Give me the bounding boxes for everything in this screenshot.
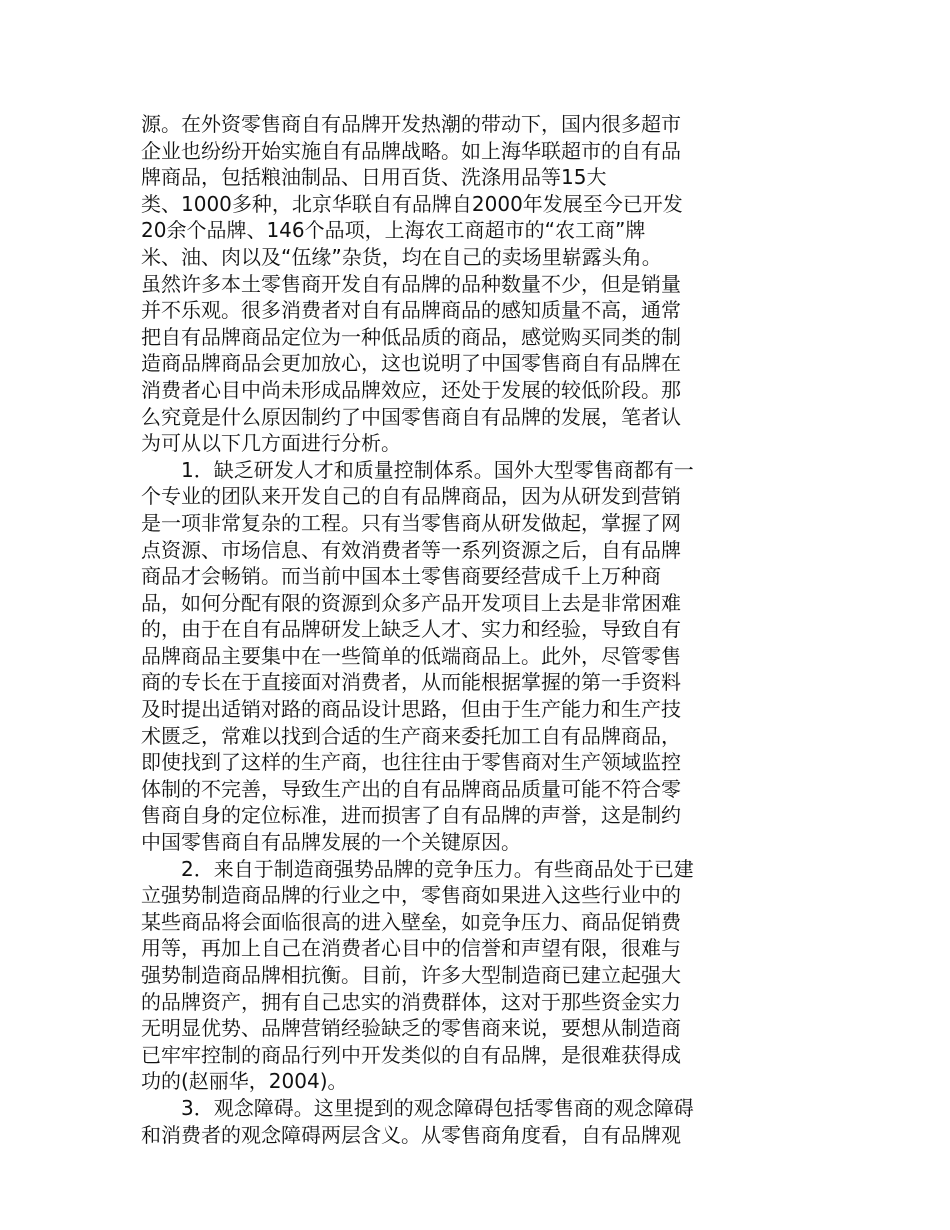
text-line: 个专业的团队来开发自己的自有品牌商品，因为从研发到营销 (141, 484, 681, 509)
text-line: 造商品牌商品会更加放心，这也说明了中国零售商自有品牌在 (141, 351, 681, 376)
text-line: 用等，再加上自己在消费者心目中的信誉和声望有限，很难与 (141, 936, 681, 961)
body-text (141, 111, 741, 1148)
text-line: 把自有品牌商品定位为一种低品质的商品，感觉购买同类的制 (141, 324, 681, 349)
text-line: 点资源、市场信息、有效消费者等一系列资源之后，自有品牌 (141, 537, 681, 562)
text-line: 中国零售商自有品牌发展的一个关键原因。 (141, 830, 521, 855)
text-line: 商品才会畅销。而当前中国本土零售商要经营成千上万种商 (141, 564, 661, 589)
text-line: 及时提出适销对路的商品设计思路，但由于生产能力和生产技 (141, 697, 681, 722)
text-line: 体制的不完善，导致生产出的自有品牌商品质量可能不符合零 (141, 776, 681, 801)
section-1-heading-line: 1．缺乏研发人才和质量控制体系。国外大型零售商都有一 (141, 457, 694, 482)
section-3-heading-line: 3．观念障碍。这里提到的观念障碍包括零售商的观念障碍 (141, 1095, 694, 1120)
text-line: 品，如何分配有限的资源到众多产品开发项目上去是非常困难 (141, 590, 681, 615)
text-line: 立强势制造商品牌的行业之中，零售商如果进入这些行业中的 (141, 883, 681, 908)
text-line: 的，由于在自有品牌研发上缺乏人才、实力和经验，导致自有 (141, 617, 681, 642)
text-line: 消费者心目中尚未形成品牌效应，还处于发展的较低阶段。那 (141, 377, 681, 402)
text-line: 无明显优势、品牌营销经验缺乏的零售商来说，要想从制造商 (141, 1016, 681, 1041)
text-line: 已牢牢控制的商品行列中开发类似的自有品牌，是很难获得成 (141, 1042, 681, 1067)
text-line: 的品牌资产，拥有自己忠实的消费群体，这对于那些资金实力 (141, 989, 681, 1014)
text-line: 和消费者的观念障碍两层含义。从零售商角度看，自有品牌观 (141, 1122, 681, 1147)
section-2-heading-line: 2．来自于制造商强势品牌的竞争压力。有些商品处于已建 (141, 856, 694, 881)
text-line: 是一项非常复杂的工程。只有当零售商从研发做起，掌握了网 (141, 510, 681, 535)
text-line: 功的(赵丽华，2004)。 (141, 1069, 348, 1094)
text-line: 并不乐观。很多消费者对自有品牌商品的感知质量不高，通常 (141, 298, 681, 323)
text-line: 虽然许多本土零售商开发自有品牌的品种数量不少，但是销量 (141, 271, 681, 296)
text-line: 术匮乏，常难以找到合适的生产商来委托加工自有品牌商品， (141, 723, 681, 748)
text-line: 么究竟是什么原因制约了中国零售商自有品牌的发展，笔者认 (141, 404, 681, 429)
text-line: 售商自身的定位标准，进而损害了自有品牌的声誉，这是制约 (141, 803, 681, 828)
text-line: 某些商品将会面临很高的进入壁垒，如竞争压力、商品促销费 (141, 909, 681, 934)
text-line: 米、油、肉以及“伍缘”杂货，均在自己的卖场里崭露头角。 (141, 244, 662, 269)
text-line: 强势制造商品牌相抗衡。目前，许多大型制造商已建立起强大 (141, 963, 681, 987)
text-line: 企业也纷纷开始实施自有品牌战略。如上海华联超市的自有品 (141, 138, 681, 163)
text-line: 品牌商品主要集中在一些简单的低端商品上。此外，尽管零售 (141, 643, 681, 668)
text-line: 20余个品牌、146个品项，上海农工商超市的“农工商”牌 (141, 218, 646, 243)
text-line: 商的专长在于直接面对消费者，从而能根据掌握的第一手资料 (141, 670, 681, 695)
text-line: 为可从以下几方面进行分析。 (141, 431, 401, 456)
text-line: 即使找到了这样的生产商，也往往由于零售商对生产领域监控 (141, 750, 681, 775)
text-line: 类、1000多种，北京华联自有品牌自2000年发展至今已开发 (141, 191, 683, 216)
text-line: 源。在外资零售商自有品牌开发热潮的带动下，国内很多超市 (141, 112, 681, 136)
text-line: 牌商品，包括粮油制品、日用百货、洗涤用品等15大 (141, 165, 607, 190)
